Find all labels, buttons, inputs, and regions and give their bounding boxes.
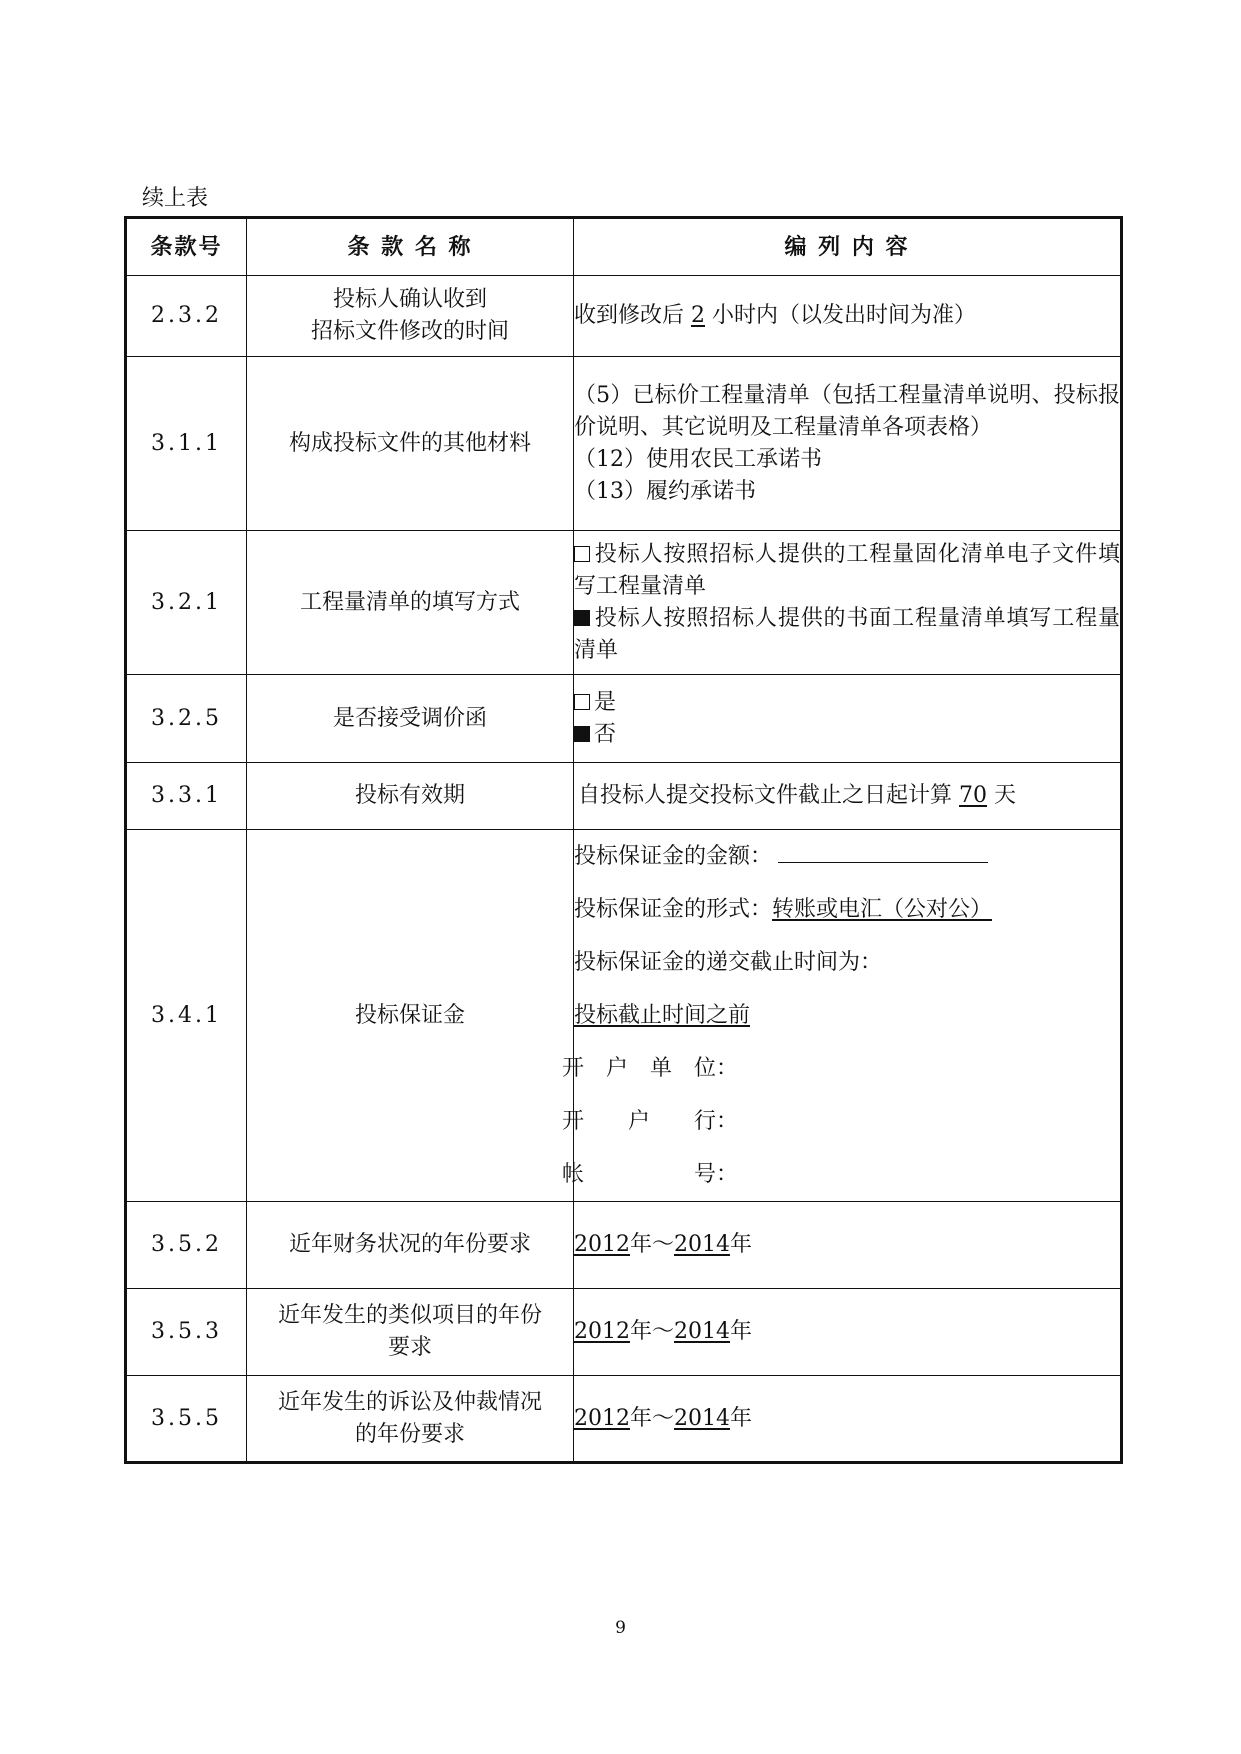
year-suffix: 年 xyxy=(730,1405,753,1431)
clause-content xyxy=(574,675,1122,763)
clause-number: 3.2.1 xyxy=(126,531,247,675)
clause-number: 3.1.1 xyxy=(126,357,247,531)
clause-content xyxy=(574,763,1122,830)
option-label: 投标人按照招标人提供的工程量固化清单电子文件填写工程量清单 xyxy=(574,541,1120,599)
clause-name xyxy=(247,276,574,357)
clause-content xyxy=(574,357,1122,531)
clause-name: 构成投标文件的其他材料 xyxy=(247,357,574,531)
content-text: 自投标人提交投标文件截止之日起计算 xyxy=(578,783,953,808)
clause-number: 3.4.1 xyxy=(126,830,247,1202)
clause-name-line: 投标人确认收到 xyxy=(332,287,487,312)
list-item: （12）使用农民工承诺书 xyxy=(574,446,822,472)
header-content: 编 列 内 容 xyxy=(574,218,1122,276)
clause-content xyxy=(574,1376,1122,1463)
account-name-label: 开 户 单 位： xyxy=(562,1056,739,1081)
table-row xyxy=(126,1289,1122,1376)
table-row xyxy=(126,276,1122,357)
clause-content xyxy=(562,830,1122,1202)
clause-number: 3.5.3 xyxy=(126,1289,247,1376)
clause-number: 3.5.5 xyxy=(126,1376,247,1463)
table-row xyxy=(126,357,1122,531)
year-from: 2012 xyxy=(574,1232,630,1257)
header-clause-name: 条 款 名 称 xyxy=(247,218,574,276)
year-separator: 年～ xyxy=(630,1319,675,1344)
table-row xyxy=(126,1202,1122,1289)
clause-name: 近年财务状况的年份要求 xyxy=(247,1202,574,1289)
deposit-form-line xyxy=(574,883,1120,936)
table-caption: 续上表 xyxy=(142,186,209,211)
checked-box-icon xyxy=(574,610,590,626)
clause-name-line: 招标文件修改的时间 xyxy=(310,319,509,344)
year-to: 2014 xyxy=(674,1405,731,1431)
year-suffix: 年 xyxy=(730,1319,753,1344)
year-from: 2012 xyxy=(574,1405,630,1431)
header-clause-number: 条款号 xyxy=(126,218,247,276)
clause-name-line: 的年份要求 xyxy=(354,1421,465,1447)
table-row xyxy=(126,1376,1122,1463)
option-item xyxy=(574,687,1120,719)
deposit-deadline-value: 投标截止时间之前 xyxy=(574,1003,751,1028)
deposit-deadline-line xyxy=(574,989,1120,1042)
clause-number: 3.5.2 xyxy=(126,1202,247,1289)
table-row xyxy=(126,763,1122,830)
option-label: 是 xyxy=(594,689,617,715)
list-item: （5）已标价工程量清单（包括工程量清单说明、投标报价说明、其它说明及工程量清单各项表格） xyxy=(574,382,1120,440)
clause-name-line: 要求 xyxy=(387,1335,432,1360)
content-text: 收到修改后 xyxy=(574,303,685,328)
content-text: 天 xyxy=(994,783,1017,808)
year-to: 2014 xyxy=(674,1232,731,1257)
clause-content xyxy=(574,531,1122,675)
deposit-amount-blank xyxy=(778,840,988,863)
clause-name xyxy=(247,1289,574,1376)
clause-name: 投标保证金 xyxy=(247,830,574,1202)
clause-content xyxy=(574,1202,1122,1289)
year-suffix: 年 xyxy=(730,1232,753,1257)
clause-name: 投标有效期 xyxy=(247,763,574,830)
bank-label: 开 户 行： xyxy=(562,1109,739,1134)
table-row xyxy=(126,675,1122,763)
deposit-deadline-label: 投标保证金的递交截止时间为： xyxy=(574,950,883,975)
deposit-form-label: 投标保证金的形式： xyxy=(574,897,773,922)
option-item xyxy=(574,603,1120,667)
clause-name xyxy=(247,1376,574,1463)
year-separator: 年～ xyxy=(630,1405,675,1431)
clause-name: 是否接受调价函 xyxy=(247,675,574,763)
page-number: 9 xyxy=(615,1618,626,1638)
option-label: 投标人按照招标人提供的书面工程量清单填写工程量清单 xyxy=(574,605,1120,663)
year-separator: 年～ xyxy=(630,1232,675,1257)
table-header-row xyxy=(126,218,1122,276)
deposit-amount-label: 投标保证金的金额： xyxy=(574,844,773,869)
filled-value: 2 xyxy=(691,303,706,328)
year-from: 2012 xyxy=(574,1319,630,1344)
table-row xyxy=(126,830,1122,1202)
checked-box-icon xyxy=(574,726,590,742)
option-item xyxy=(574,719,1120,751)
filled-value: 70 xyxy=(959,783,988,808)
clause-number: 2.3.2 xyxy=(126,276,247,357)
unchecked-box-icon xyxy=(574,546,590,562)
clause-number: 3.3.1 xyxy=(126,763,247,830)
clause-content xyxy=(574,276,1122,357)
deposit-form-value: 转账或电汇（公对公） xyxy=(772,897,993,922)
year-to: 2014 xyxy=(674,1319,731,1344)
clause-number: 3.2.5 xyxy=(126,675,247,763)
deposit-amount-line xyxy=(574,830,1120,883)
tender-data-table xyxy=(124,216,1123,1464)
table-row xyxy=(126,531,1122,675)
content-text: 小时内（以发出时间为准） xyxy=(712,303,977,328)
option-item xyxy=(574,539,1120,603)
option-label: 否 xyxy=(594,721,617,747)
clause-content xyxy=(574,1289,1122,1376)
account-number-label: 帐 号： xyxy=(562,1162,739,1187)
list-item: （13）履约承诺书 xyxy=(574,478,756,504)
clause-name-line: 近年发生的诉讼及仲裁情况 xyxy=(277,1389,542,1415)
clause-name: 工程量清单的填写方式 xyxy=(247,531,574,675)
unchecked-box-icon xyxy=(574,694,590,710)
clause-name-line: 近年发生的类似项目的年份 xyxy=(277,1303,542,1328)
